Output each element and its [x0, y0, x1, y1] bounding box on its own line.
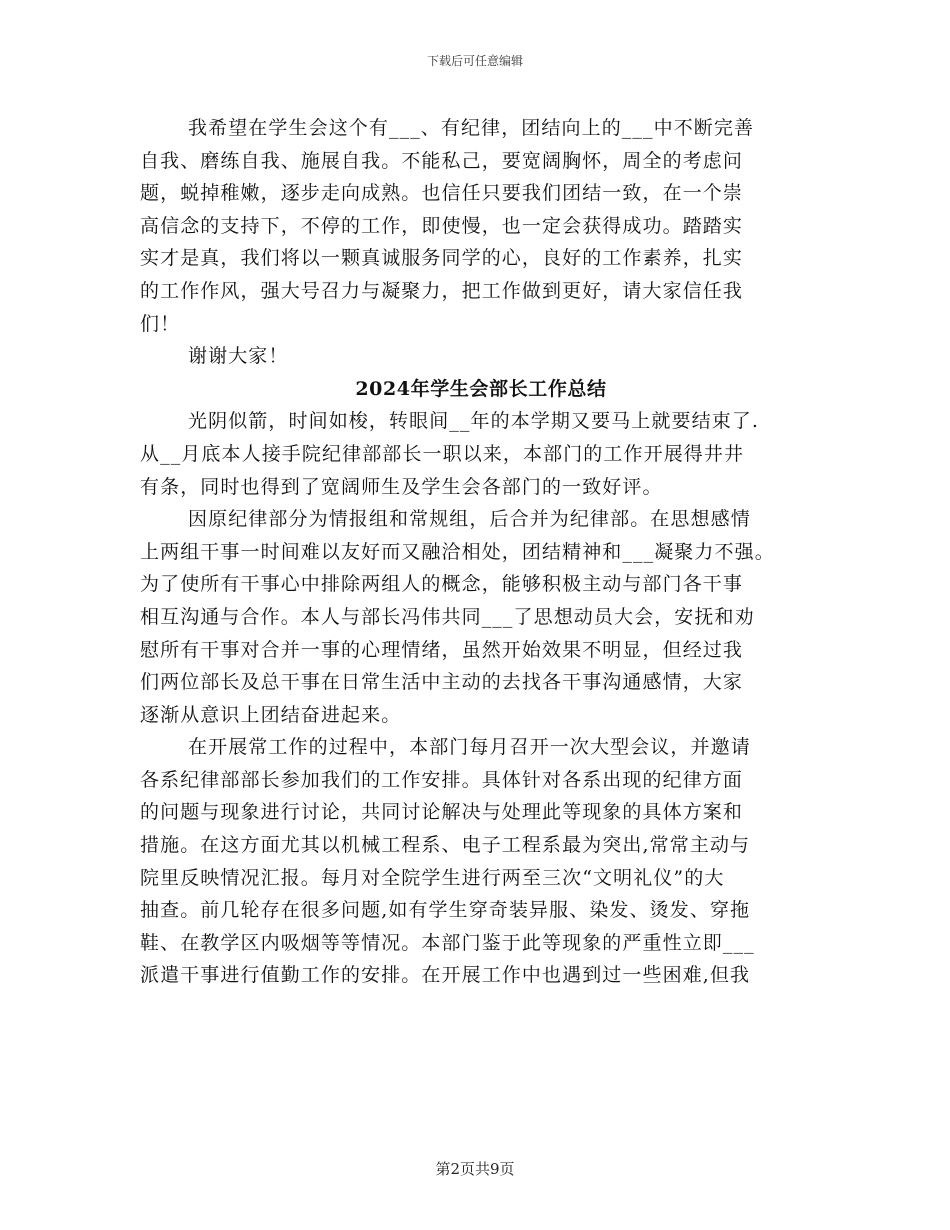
- page-number-footer: 第2页共9页: [435, 1160, 515, 1178]
- paragraph-line: 在开展常工作的过程中，本部门每月召开一次大型会议，并邀请: [188, 736, 751, 759]
- page-header-note: 下载后可任意编辑: [426, 54, 523, 68]
- paragraph-line: 慰所有干事对合并一事的心理情绪，虽然开始效果不明显，但经过我: [140, 638, 744, 661]
- paragraph-line: 谢谢大家！: [188, 345, 289, 368]
- paragraph-line: 题，蜕掉稚嫩，逐步走向成熟。也信任只要我们团结一致，在一个崇: [140, 182, 744, 205]
- paragraph-line: 相互沟通与合作。本人与部长冯伟共同___了思想动员大会，安抚和劝: [140, 605, 755, 628]
- section-title: 2024年学生会部长工作总结: [355, 377, 607, 400]
- paragraph-line: 有条，同时也得到了宽阔师生及学生会各部门的一致好评。: [140, 475, 663, 498]
- paragraph-line: 们两位部长及总干事在日常生活中主动的去找各干事沟通感情，大家: [140, 671, 744, 694]
- paragraph-line: 各系纪律部部长参加我们的工作安排。具体针对各系出现的纪律方面: [140, 768, 744, 791]
- paragraph-line: 鞋、在教学区内吸烟等等情况。本部门鉴于此等现象的严重性立即___: [140, 931, 755, 954]
- paragraph-line: 光阴似箭，时间如梭，转眼间__年的本学期又要马上就要结束了.: [188, 410, 760, 433]
- paragraph-line: 们！: [140, 312, 181, 335]
- paragraph-line: 的工作作风，强大号召力与凝聚力，把工作做到更好，请大家信任我: [140, 279, 744, 302]
- paragraph-line: 抽查。前几轮存在很多问题,如有学生穿奇装异服、染发、烫发、穿拖: [140, 899, 751, 922]
- paragraph-line: 从__月底本人接手院纪律部部长一职以来，本部门的工作开展得井井: [140, 442, 745, 465]
- paragraph-line: 逐渐从意识上团结奋进起来。: [140, 703, 402, 726]
- paragraph-line: 自我、磨练自我、施展自我。不能私己，要宽阔胸怀，周全的考虑问: [140, 149, 744, 172]
- paragraph-line: 实才是真，我们将以一颗真诚服务同学的心，良好的工作素养，扎实: [140, 247, 744, 270]
- document-body: [140, 112, 820, 992]
- paragraph-line: 高信念的支持下，不停的工作，即使慢，也一定会获得成功。踏踏实: [140, 214, 744, 237]
- paragraph-line: 我希望在学生会这个有___、有纪律，团结向上的___中不断完善: [188, 117, 755, 139]
- paragraph-line: 为了使所有干事心中排除两组人的概念，能够积极主动与部门各干事: [140, 573, 744, 596]
- paragraph-line: 院里反映情况汇报。每月对全院学生进行两至三次“文明礼仪”的大: [140, 866, 725, 889]
- paragraph-line: 的问题与现象进行讨论，共同讨论解决与处理此等现象的具体方案和: [140, 801, 744, 824]
- paragraph-line: 派遣干事进行值勤工作的安排。在开展工作中也遇到过一些困难,但我: [140, 964, 751, 987]
- paragraph-line: 因原纪律部分为情报组和常规组，后合并为纪律部。在思想感情: [188, 508, 751, 531]
- paragraph-line: 上两组干事一时间难以友好而又融洽相处，团结精神和___凝聚力不强。: [140, 540, 775, 563]
- paragraph-line: 措施。在这方面尤其以机械工程系、电子工程系最为突出,常常主动与: [140, 834, 751, 857]
